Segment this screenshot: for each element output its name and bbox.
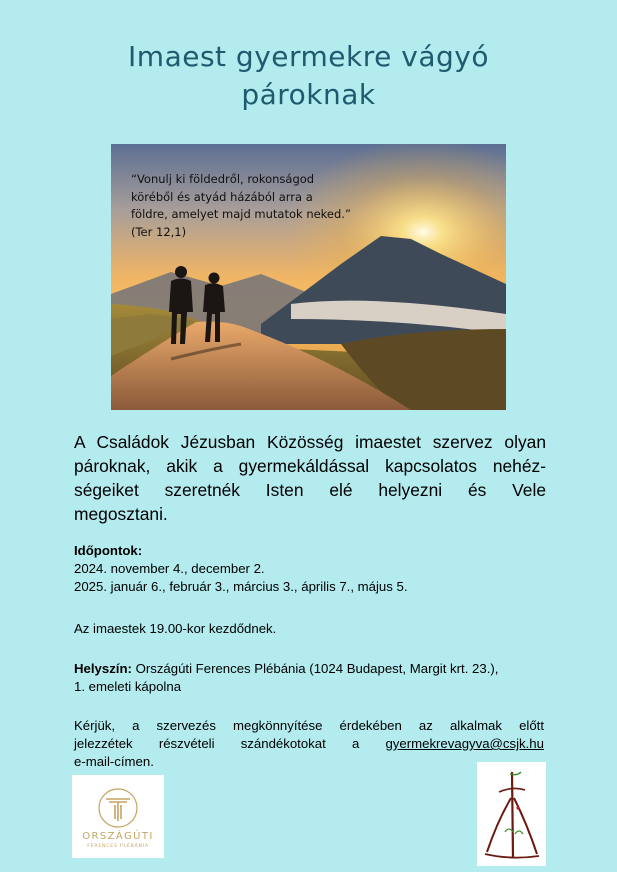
quote-line-3: földre, amelyet majd mutatok neked.” bbox=[131, 207, 351, 221]
request-line-1: Kérjük, a szervezés megkönnyítése érdekében az alkalmak előtt bbox=[74, 718, 544, 733]
location-address: Országúti Ferences Plébánia (1024 Budapest, Margit krt. 23.), bbox=[135, 661, 499, 676]
intro-line-1: A Családok Jézusban Közösség imaestet szervez olyan bbox=[74, 432, 546, 452]
request-line-2 bbox=[74, 735, 544, 753]
title-line-2: pároknak bbox=[241, 78, 376, 111]
request-section bbox=[74, 717, 544, 771]
cross-tent-icon bbox=[477, 762, 546, 866]
location-room: 1. emeleti kápolna bbox=[74, 679, 182, 694]
orszaguti-logo bbox=[72, 775, 164, 858]
quote-line-1: “Vonulj ki földedről, rokonságod bbox=[131, 172, 315, 186]
email-link[interactable]: gyermekrevagyva@csjk.hu bbox=[385, 736, 544, 751]
start-time: Az imaestek 19.00-kor kezdődnek. bbox=[74, 621, 277, 636]
dates-section bbox=[74, 542, 408, 596]
intro-line-3: ségeiket szeretnék Isten elé helyezni és Vele bbox=[74, 480, 546, 500]
request-line-2-text: jelezzétek részvételi szándékotokat a bbox=[74, 736, 360, 751]
sunset-couple-photo bbox=[111, 144, 506, 410]
title-line-1: Imaest gyermekre vágyó bbox=[128, 40, 489, 73]
dates-2024: 2024. november 4., december 2. bbox=[74, 561, 265, 576]
logo-name: ORSZÁGÚTI bbox=[82, 831, 154, 842]
quote-line-2: köréből és atyád házából arra a bbox=[131, 189, 313, 204]
bible-quote bbox=[131, 171, 391, 241]
quote-reference: (Ter 12,1) bbox=[131, 224, 187, 239]
intro-line-4: megosztani. bbox=[74, 504, 168, 524]
dates-label: Időpontok: bbox=[74, 543, 143, 558]
location-label: Helyszín: bbox=[74, 661, 132, 676]
page-title bbox=[0, 38, 617, 114]
logo-subtitle: FERENCES PLÉBÁNIA bbox=[87, 844, 149, 849]
dates-2025: 2025. január 6., február 3., március 3., április 7., május 5. bbox=[74, 579, 408, 594]
community-cross-logo bbox=[477, 762, 546, 866]
location-section bbox=[74, 660, 498, 696]
request-line-3: e-mail-címen. bbox=[74, 754, 154, 769]
intro-line-2: pároknak, akik a gyermekáldással kapcsolatos nehéz- bbox=[74, 456, 546, 476]
intro-paragraph bbox=[74, 430, 546, 526]
